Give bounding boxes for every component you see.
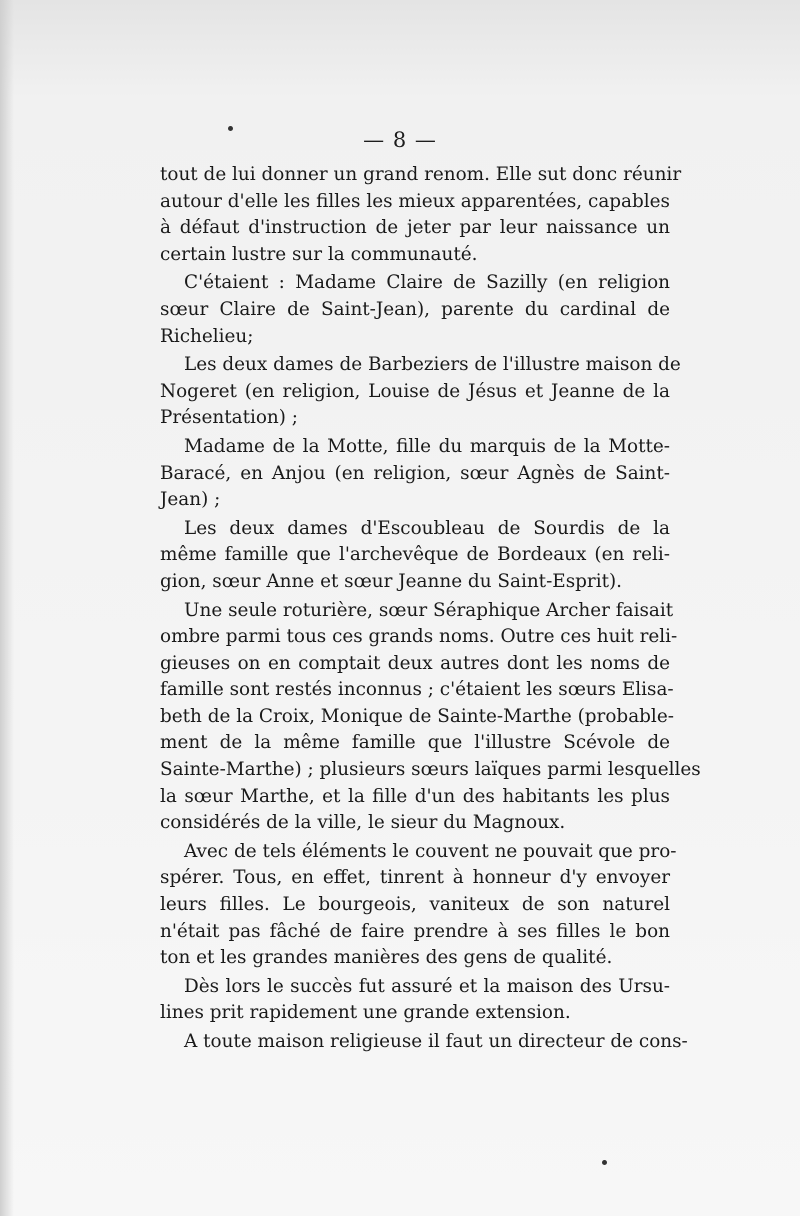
paragraph (160, 352, 681, 432)
text-line: Richelieu; (160, 325, 254, 347)
ink-speck (602, 1160, 607, 1165)
text-line: Sainte-Marthe) ; plusieurs sœurs laïques parmi lesquelles (160, 759, 701, 781)
paragraph (160, 974, 670, 1027)
text-line: n'était pas fâché de faire prendre à ses filles le bon (160, 920, 670, 942)
text-line: la sœur Marthe, et la fille d'un des habitants les plus (160, 785, 670, 807)
body-text (160, 162, 701, 1056)
text-line: beth de la Croix, Monique de Sainte-Marthe (probable- (160, 705, 674, 727)
paragraph (160, 598, 701, 837)
text-line: C'étaient : Madame Claire de Sazilly (en religion (184, 272, 670, 294)
text-line: A toute maison religieuse il faut un directeur de cons- (184, 1031, 688, 1052)
text-line: gion, sœur Anne et sœur Jeanne du Saint-Esprit). (160, 570, 623, 592)
text-line: certain lustre sur la communauté. (160, 243, 478, 265)
text-line: ment de la même famille que l'illustre Scévole de (160, 732, 670, 754)
text-line: Les deux dames d'Escoubleau de Sourdis de la (184, 517, 670, 539)
text-line: famille sont restés inconnus ; c'étaient les sœurs Elisa- (160, 679, 674, 701)
text-line: considérés de la ville, le sieur du Magnoux. (160, 812, 566, 834)
text-line: même famille que l'archevêque de Bordeaux (en reli- (160, 544, 670, 566)
paragraph (160, 162, 682, 268)
text-line: Nogeret (en religion, Louise de Jésus et Jeanne de la (160, 380, 670, 402)
text-line: Jean) ; (160, 489, 221, 511)
text-line: ombre parmi tous ces grands noms. Outre ces huit reli- (160, 626, 678, 648)
text-line: Dès lors le succès fut assuré et la maison des Ursu- (184, 975, 670, 997)
paragraph (160, 434, 670, 514)
text-line: spérer. Tous, en effet, tinrent à honneur d'y envoyer (160, 867, 670, 889)
text-line: Avec de tels éléments le couvent ne pouvait que pro- (184, 840, 677, 862)
text-line: Une seule roturière, sœur Séraphique Archer faisait (184, 599, 674, 621)
paragraph (160, 1029, 688, 1056)
text-line: à défaut d'instruction de jeter par leur naissance un (160, 217, 670, 239)
text-line: tout de lui donner un grand renom. Elle sut donc réunir (160, 164, 682, 185)
text-line: leurs filles. Le bourgeois, vaniteux de son naturel (160, 894, 670, 916)
paragraph (160, 839, 677, 972)
paragraph (160, 516, 670, 596)
text-line: sœur Claire de Saint-Jean), parente du cardinal de (160, 298, 670, 320)
paragraph (160, 270, 670, 350)
text-line: gieuses on en comptait deux autres dont les noms de (160, 652, 670, 674)
page-number: — 8 — (363, 128, 437, 152)
text-line: lines prit rapidement une grande extension. (160, 1002, 571, 1024)
text-line: Les deux dames de Barbeziers de l'illustre maison de (184, 354, 681, 376)
text-line: autour d'elle les filles les mieux apparentées, capables (160, 190, 670, 212)
text-line: Baracé, en Anjou (en religion, sœur Agnès de Saint- (160, 462, 670, 484)
text-line: Présentation) ; (160, 407, 298, 429)
text-line: Madame de la Motte, fille du marquis de la Motte- (184, 435, 670, 457)
text-line: ton et les grandes manières des gens de qualité. (160, 947, 613, 969)
